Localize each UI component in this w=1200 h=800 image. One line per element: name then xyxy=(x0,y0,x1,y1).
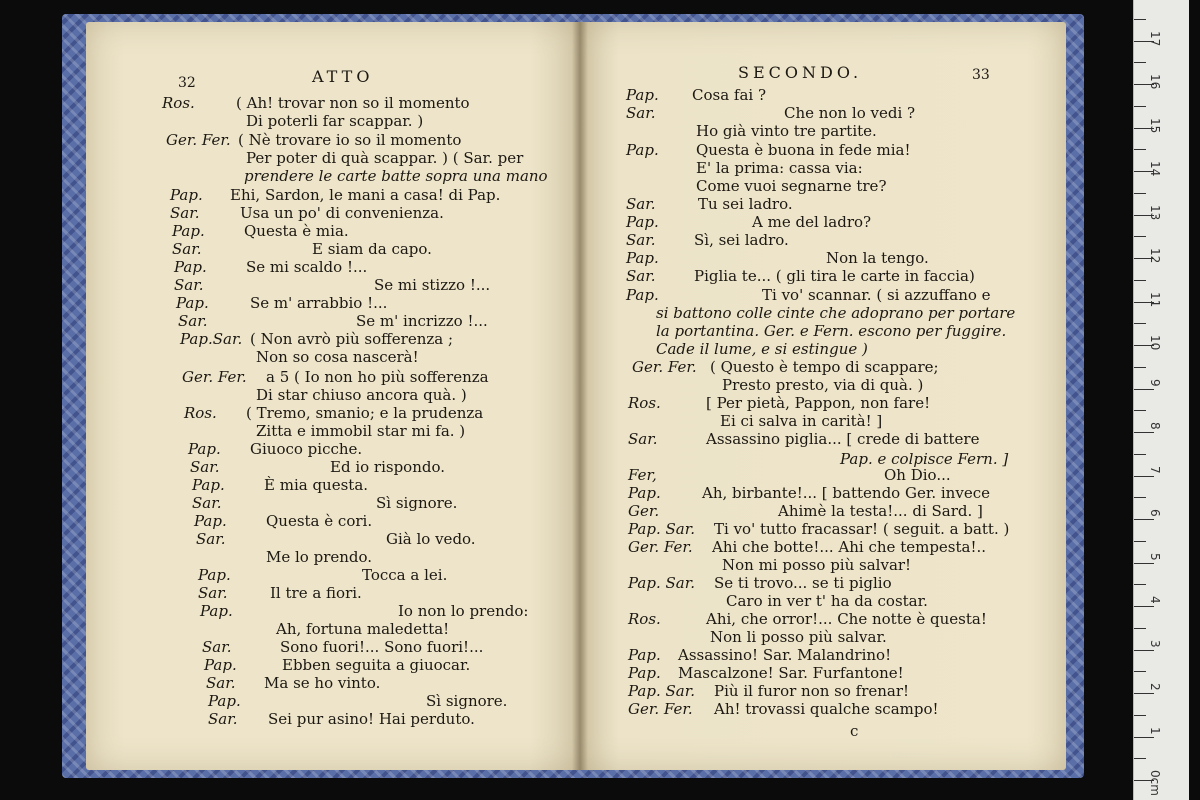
speaker-label: Ger. xyxy=(628,502,660,520)
verse-line: ( Ah! trovar non so il momento xyxy=(236,94,470,112)
verse-line: Io non lo prendo: xyxy=(398,602,529,620)
speaker-label: Sar. xyxy=(626,104,656,122)
speaker-label: Ros. xyxy=(162,94,195,112)
verse-line: Pap. e colpisce Fern. ] xyxy=(840,450,1009,468)
verse-line: Usa un po' di convenienza. xyxy=(240,204,444,222)
speaker-label: Pap. Sar. xyxy=(628,574,696,592)
verse-line: Ho già vinto tre partite. xyxy=(696,122,877,140)
speaker-label: Pap.Sar. xyxy=(180,330,243,348)
ruler-label: 9 xyxy=(1148,378,1162,387)
speaker-label: Pap. xyxy=(626,249,659,267)
speaker-label: Sar. xyxy=(170,204,200,222)
verse-line: Sono fuori!... Sono fuori!... xyxy=(280,638,484,656)
speaker-label: Sar. xyxy=(198,584,228,602)
ruler-cm-tick xyxy=(1134,563,1154,564)
ruler-half-tick xyxy=(1134,367,1146,368)
ruler-half-tick xyxy=(1134,106,1146,107)
verse-line: Sì signore. xyxy=(426,692,508,710)
speaker-label: Sar. xyxy=(192,494,222,512)
speaker-label: Ger. Fer. xyxy=(632,358,697,376)
speaker-label: Pap. xyxy=(172,222,205,240)
verse-line: Sì signore. xyxy=(376,494,458,512)
verse-line: Ei ci salva in carità! ] xyxy=(720,412,883,430)
speaker-label: Ger. Fer. xyxy=(628,700,693,718)
ruler-label: 17 xyxy=(1148,30,1162,46)
verse-line: Se mi stizzo !... xyxy=(374,276,491,294)
ruler-label: 11 xyxy=(1148,291,1162,307)
verse-line: Tu sei ladro. xyxy=(698,195,793,213)
verse-line: Come vuoi segnarne tre? xyxy=(696,177,887,195)
speaker-label: Ros. xyxy=(628,610,661,628)
speaker-label: Sar. xyxy=(206,674,236,692)
verse-line: a 5 ( Io non ho più sofferenza xyxy=(266,368,489,386)
ruler-half-tick xyxy=(1134,62,1146,63)
verse-line: Ebben seguita a giuocar. xyxy=(282,656,471,674)
verse-line: E' la prima: cassa via: xyxy=(696,159,863,177)
speaker-label: Pap. xyxy=(174,258,207,276)
ruler-cm-tick xyxy=(1134,650,1154,651)
ruler-half-tick xyxy=(1134,193,1146,194)
ruler-half-tick xyxy=(1134,149,1146,150)
verse-line: Che non lo vedi ? xyxy=(784,104,916,122)
ruler-label: 3 xyxy=(1148,639,1162,648)
ruler-label: 0cm xyxy=(1148,770,1162,796)
speaker-label: Pap. xyxy=(192,476,225,494)
ruler-label: 2 xyxy=(1148,683,1162,691)
ruler-cm-tick xyxy=(1134,606,1154,607)
verse-line: ( Nè trovare io so il momento xyxy=(238,131,462,149)
verse-line: Questa è mia. xyxy=(244,222,349,240)
speaker-label: Sar. xyxy=(626,267,656,285)
verse-line: Se mi scaldo !... xyxy=(246,258,368,276)
verse-line: Mascalzone! Sar. Furfantone! xyxy=(678,664,904,682)
ruler-half-tick xyxy=(1134,715,1146,716)
verse-line: A me del ladro? xyxy=(752,213,872,231)
left-page-number: 32 xyxy=(178,75,196,91)
verse-line: Ahi, che orror!... Che notte è questa! xyxy=(706,610,987,628)
speaker-label: Sar. xyxy=(190,458,220,476)
speaker-label: Pap. xyxy=(198,566,231,584)
ruler-label: 6 xyxy=(1148,509,1162,517)
verse-line: Zitta e immobil star mi fa. ) xyxy=(256,422,466,440)
verse-line: Già lo vedo. xyxy=(386,530,476,548)
speaker-label: Pap. xyxy=(626,286,659,304)
ruler-half-tick xyxy=(1134,19,1146,20)
verse-line: Ah, birbante!... [ battendo Ger. invece xyxy=(702,484,990,502)
speaker-label: Pap. Sar. xyxy=(628,520,696,538)
ruler-half-tick xyxy=(1134,410,1146,411)
verse-line: Non la tengo. xyxy=(826,249,929,267)
speaker-label: Fer, xyxy=(628,466,657,484)
speaker-label: Pap. xyxy=(626,141,659,159)
speaker-label: Pap. xyxy=(200,602,233,620)
ruler-label: 4 xyxy=(1148,596,1162,604)
speaker-label: Ros. xyxy=(184,404,217,422)
ruler-half-tick xyxy=(1134,584,1146,585)
speaker-label: Sar. xyxy=(626,195,656,213)
ruler-label: 12 xyxy=(1148,248,1162,264)
right-running-head: SECONDO. xyxy=(738,63,863,82)
verse-line: Sì, sei ladro. xyxy=(694,231,789,249)
ruler-half-tick xyxy=(1134,758,1146,759)
verse-line: Piglia te... ( gli tira le carte in faccia) xyxy=(694,267,975,285)
speaker-label: Pap. xyxy=(170,186,203,204)
verse-line: la portantina. Ger. e Fern. escono per fuggire. xyxy=(656,322,1007,340)
verse-line: Di star chiuso ancora quà. ) xyxy=(256,386,467,404)
speaker-label: Sar. xyxy=(172,240,202,258)
verse-line: Assassino! Sar. Malandrino! xyxy=(678,646,892,664)
verse-line: prendere le carte batte sopra una mano xyxy=(244,167,548,185)
speaker-label: Pap. xyxy=(194,512,227,530)
speaker-label: Pap. xyxy=(188,440,221,458)
verse-line: Se ti trovo... se ti piglio xyxy=(714,574,892,592)
ruler-half-tick xyxy=(1134,236,1146,237)
ruler-cm-tick xyxy=(1134,432,1154,433)
verse-line: Non so cosa nascerà! xyxy=(256,348,419,366)
speaker-label: Pap. xyxy=(176,294,209,312)
ruler-half-tick xyxy=(1134,280,1146,281)
ruler-half-tick xyxy=(1134,454,1146,455)
verse-line: Ti vo' tutto fracassar! ( seguit. a batt. ) xyxy=(714,520,1010,538)
left-running-head: ATTO xyxy=(312,67,374,86)
verse-line: Non mi posso più salvar! xyxy=(722,556,912,574)
speaker-label: Sar. xyxy=(208,710,238,728)
verse-line: Cosa fai ? xyxy=(692,86,767,104)
ruler-label: 16 xyxy=(1148,74,1162,90)
verse-line: Tocca a lei. xyxy=(362,566,448,584)
ruler-label: 10 xyxy=(1148,335,1162,351)
verse-line: Per poter di quà scappar. ) ( Sar. per xyxy=(246,149,524,167)
speaker-label: Sar. xyxy=(202,638,232,656)
measuring-ruler xyxy=(1133,0,1189,800)
speaker-label: Pap. xyxy=(628,664,661,682)
verse-line: Ti vo' scannar. ( si azzuffano e xyxy=(762,286,991,304)
right-page-number: 33 xyxy=(972,67,990,83)
ruler-label: 13 xyxy=(1148,204,1162,220)
verse-line: ( Tremo, smanio; e la prudenza xyxy=(246,404,484,422)
verse-line: Ed io rispondo. xyxy=(330,458,446,476)
speaker-label: Ger. Fer. xyxy=(182,368,247,386)
speaker-label: Sar. xyxy=(626,231,656,249)
verse-line: Me lo prendo. xyxy=(266,548,373,566)
verse-line: [ Per pietà, Pappon, non fare! xyxy=(706,394,931,412)
speaker-label: Pap. xyxy=(208,692,241,710)
verse-line: Ma se ho vinto. xyxy=(264,674,381,692)
verse-line: Cade il lume, e si estingue ) xyxy=(656,340,868,358)
verse-line: si battono colle cinte che adoprano per portare xyxy=(656,304,1016,322)
speaker-label: Pap. Sar. xyxy=(628,682,696,700)
speaker-label: Pap. xyxy=(626,86,659,104)
verse-line: Non li posso più salvar. xyxy=(710,628,887,646)
verse-line: Presto presto, via di quà. ) xyxy=(722,376,924,394)
verse-line: È mia questa. xyxy=(264,476,369,494)
verse-line: ( Questo è tempo di scappare; xyxy=(710,358,939,376)
ruler-label: 8 xyxy=(1148,422,1162,430)
verse-line: Se m' incrizzo !... xyxy=(356,312,488,330)
verse-line: Giuoco picche. xyxy=(250,440,363,458)
ruler-label: 15 xyxy=(1148,117,1162,133)
verse-line: Ehi, Sardon, le mani a casa! di Pap. xyxy=(230,186,501,204)
verse-line: Oh Dio... xyxy=(884,466,951,484)
verse-line: E siam da capo. xyxy=(312,240,432,258)
verse-line: Di poterli far scappar. ) xyxy=(246,112,424,130)
ruler-cm-tick xyxy=(1134,737,1154,738)
verse-line: Sei pur asino! Hai perduto. xyxy=(268,710,475,728)
verse-line: Più il furor non so frenar! xyxy=(714,682,910,700)
speaker-label: Pap. xyxy=(626,213,659,231)
speaker-label: Ger. Fer. xyxy=(628,538,693,556)
verse-line: Se m' arrabbio !... xyxy=(250,294,388,312)
speaker-label: Pap. xyxy=(628,646,661,664)
speaker-label: Sar. xyxy=(196,530,226,548)
speaker-label: Pap. xyxy=(628,484,661,502)
ruler-half-tick xyxy=(1134,541,1146,542)
verse-line: Il tre a fiori. xyxy=(270,584,362,602)
speaker-label: Ros. xyxy=(628,394,661,412)
signature-mark: c xyxy=(850,722,859,740)
verse-line: Ah, fortuna maledetta! xyxy=(276,620,450,638)
verse-line: Caro in ver t' ha da costar. xyxy=(726,592,928,610)
ruler-cm-tick xyxy=(1134,519,1154,520)
book-gutter xyxy=(572,22,588,770)
verse-line: Questa è buona in fede mia! xyxy=(696,141,911,159)
verse-line: Ahi che botte!... Ahi che tempesta!.. xyxy=(712,538,987,556)
ruler-label: 5 xyxy=(1148,552,1162,561)
ruler-cm-tick xyxy=(1134,476,1154,477)
verse-line: Ah! trovassi qualche scampo! xyxy=(714,700,939,718)
ruler-half-tick xyxy=(1134,497,1146,498)
ruler-half-tick xyxy=(1134,628,1146,629)
ruler-cm-tick xyxy=(1134,389,1154,390)
speaker-label: Sar. xyxy=(178,312,208,330)
speaker-label: Sar. xyxy=(174,276,204,294)
speaker-label: Ger. Fer. xyxy=(166,131,231,149)
ruler-label: 1 xyxy=(1148,726,1162,735)
ruler-cm-tick xyxy=(1134,693,1154,694)
ruler-label: 14 xyxy=(1148,161,1162,177)
verse-line: Ahimè la testa!... di Sard. ] xyxy=(778,502,983,520)
verse-line: ( Non avrò più sofferenza ; xyxy=(250,330,454,348)
ruler-label: 7 xyxy=(1148,465,1162,474)
ruler-half-tick xyxy=(1134,671,1146,672)
speaker-label: Pap. xyxy=(204,656,237,674)
speaker-label: Sar. xyxy=(628,430,658,448)
verse-line: Assassino piglia... [ crede di battere xyxy=(706,430,980,448)
verse-line: Questa è cori. xyxy=(266,512,373,530)
ruler-half-tick xyxy=(1134,323,1146,324)
